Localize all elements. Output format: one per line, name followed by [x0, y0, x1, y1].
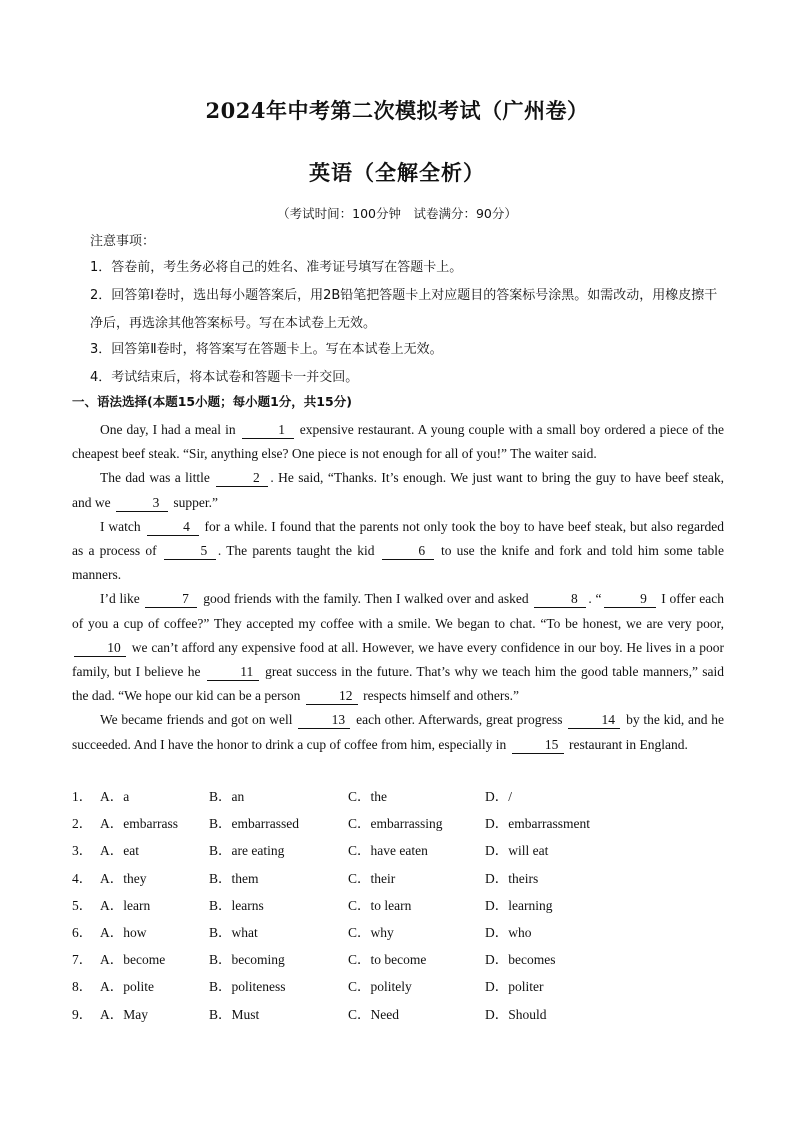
question-row: 1． A．a B．an C．the D．/: [72, 780, 732, 807]
answer-blank: 5: [164, 543, 216, 560]
question-row: 6． A．how B．what C．why D．who: [72, 916, 732, 943]
question-row: 9． A．May B．Must C．Need D．Should: [72, 998, 732, 1025]
option-d: D．Should: [485, 1006, 547, 1022]
answer-blank: 9: [604, 591, 656, 608]
answer-blank: 1: [242, 422, 294, 439]
option-b: B．embarrassed: [209, 816, 299, 832]
option-c: C．why: [348, 924, 394, 940]
option-c: C．politely: [348, 979, 412, 995]
page-subtitle: 英语（全解全析）: [309, 160, 485, 185]
option-c: C．embarrassing: [348, 816, 443, 832]
passage-paragraph: I watch 4 for a while. I found that the parents not only took the boy to have beef steak, but also regarded as a process of 5 . The parents taught the kid 6 to use the knife and fork and told him some table manners.: [72, 518, 725, 583]
option-d: D．learning: [485, 897, 553, 913]
question-row: 2． A．embarrass B．embarrassed C．embarrassing D．embarrassment: [72, 807, 732, 834]
option-d: D．will eat: [485, 843, 549, 859]
answer-blank: 13: [298, 712, 350, 729]
answer-blank: 8: [534, 591, 586, 608]
option-c: C．have eaten: [348, 843, 428, 859]
note-item: 2．回答第Ⅰ卷时，选出每小题答案后，用2B铅笔把答题卡上对应题目的答案标号涂黑。如需改动，用橡皮擦干净后，再选涂其他答案标号。写在本试卷上无效。: [90, 288, 718, 331]
answer-blank: 2: [216, 470, 268, 487]
option-b: B．an: [209, 789, 245, 804]
question-row: 7． A．become B．becoming C．to become D．becomes: [72, 943, 732, 970]
answer-blank: 10: [74, 640, 126, 657]
reading-passage: [72, 418, 724, 757]
option-b: B．Must: [209, 1006, 260, 1022]
question-row: 3． A．eat B．are eating C．have eaten D．will eat: [72, 834, 732, 861]
note-item: 1．答卷前，考生务必将自己的姓名、准考证号填写在答题卡上。: [90, 260, 463, 275]
option-b: B．are eating: [209, 843, 285, 859]
question-row: 5． A．learn B．learns C．to learn D．learning: [72, 889, 732, 916]
question-list: [72, 780, 732, 1025]
option-d: D．politer: [485, 979, 544, 995]
passage-paragraph: One day, I had a meal in 1 expensive restaurant. A young couple with a small boy ordered a piece of the cheapest beef steak. “Sir, anything else? One piece is not enough for all of you!” The waiter said.: [72, 422, 724, 462]
option-c: C．to learn: [348, 897, 412, 913]
passage-paragraph: I’d like 7 good friends with the family. Then I walked over and asked 8 . “ 9 I offer each of you a cup of coffee?” They accepted my coffee with a smile. We began to chat. “To be honest, we are very poor, 10 we can’t afford any expensive food at all. However, we have every confidence in our boy. He lives in a poor family, but I believe he 11 great success in the future. That’s why we teach him the good table manners,” said the dad. “We hope our kid can be a person 12 respects himself and others.”: [72, 591, 725, 704]
option-c: C．Need: [348, 1006, 399, 1022]
answer-blank: 3: [116, 495, 168, 512]
option-a: A．become: [100, 952, 166, 968]
option-a: A．learn: [100, 897, 151, 913]
page-title: 2024年中考第二次模拟考试（广州卷）: [205, 98, 589, 123]
option-a: A．how: [100, 924, 147, 940]
note-item: 3．回答第Ⅱ卷时，将答案写在答题卡上。写在本试卷上无效。: [90, 342, 443, 357]
answer-blank: 6: [382, 543, 434, 560]
exam-info: （考试时间：100分钟 试卷满分：90分）: [277, 206, 517, 221]
option-d: D．theirs: [485, 870, 539, 886]
option-d: D．becomes: [485, 952, 556, 968]
answer-blank: 7: [145, 591, 197, 608]
note-item: 4．考试结束后，将本试卷和答题卡一并交回。: [90, 370, 359, 385]
passage-paragraph: We became friends and got on well 13 each other. Afterwards, great progress 14 by the kid, and he succeeded. And I have the honor to drink a cup of coffee from him, especially in 15 restaurant in England.: [72, 712, 725, 752]
option-d: D．/: [485, 789, 512, 804]
option-b: B．becoming: [209, 952, 285, 968]
option-d: D．who: [485, 924, 532, 940]
option-c: C．the: [348, 789, 387, 804]
option-b: B．them: [209, 870, 259, 886]
option-b: B．politeness: [209, 979, 286, 995]
option-b: B．what: [209, 924, 258, 940]
option-a: A．eat: [100, 843, 139, 859]
passage-paragraph: The dad was a little 2 . He said, “Thanks. It’s enough. We just want to bring the guy to have beef steak, and we 3 supper.”: [72, 470, 725, 510]
answer-blank: 11: [207, 664, 259, 681]
option-d: D．embarrassment: [485, 816, 590, 832]
option-a: A．they: [100, 870, 147, 886]
answer-blank: 12: [306, 688, 358, 705]
option-a: A．May: [100, 1006, 148, 1022]
option-a: A．a: [100, 789, 130, 804]
question-row: 4． A．they B．them C．their D．theirs: [72, 862, 732, 889]
answer-blank: 15: [512, 737, 564, 754]
question-row: 8． A．polite B．politeness C．politely D．politer: [72, 970, 732, 997]
notes-heading: 注意事项：: [90, 234, 156, 249]
option-a: A．polite: [100, 979, 154, 995]
option-b: B．learns: [209, 897, 264, 913]
option-c: C．to become: [348, 952, 427, 968]
option-a: A．embarrass: [100, 816, 178, 832]
answer-blank: 4: [147, 519, 199, 536]
option-c: C．their: [348, 870, 396, 886]
answer-blank: 14: [568, 712, 620, 729]
section-heading: 一、语法选择(本题15小题；每小题1分，共15分): [72, 394, 352, 409]
